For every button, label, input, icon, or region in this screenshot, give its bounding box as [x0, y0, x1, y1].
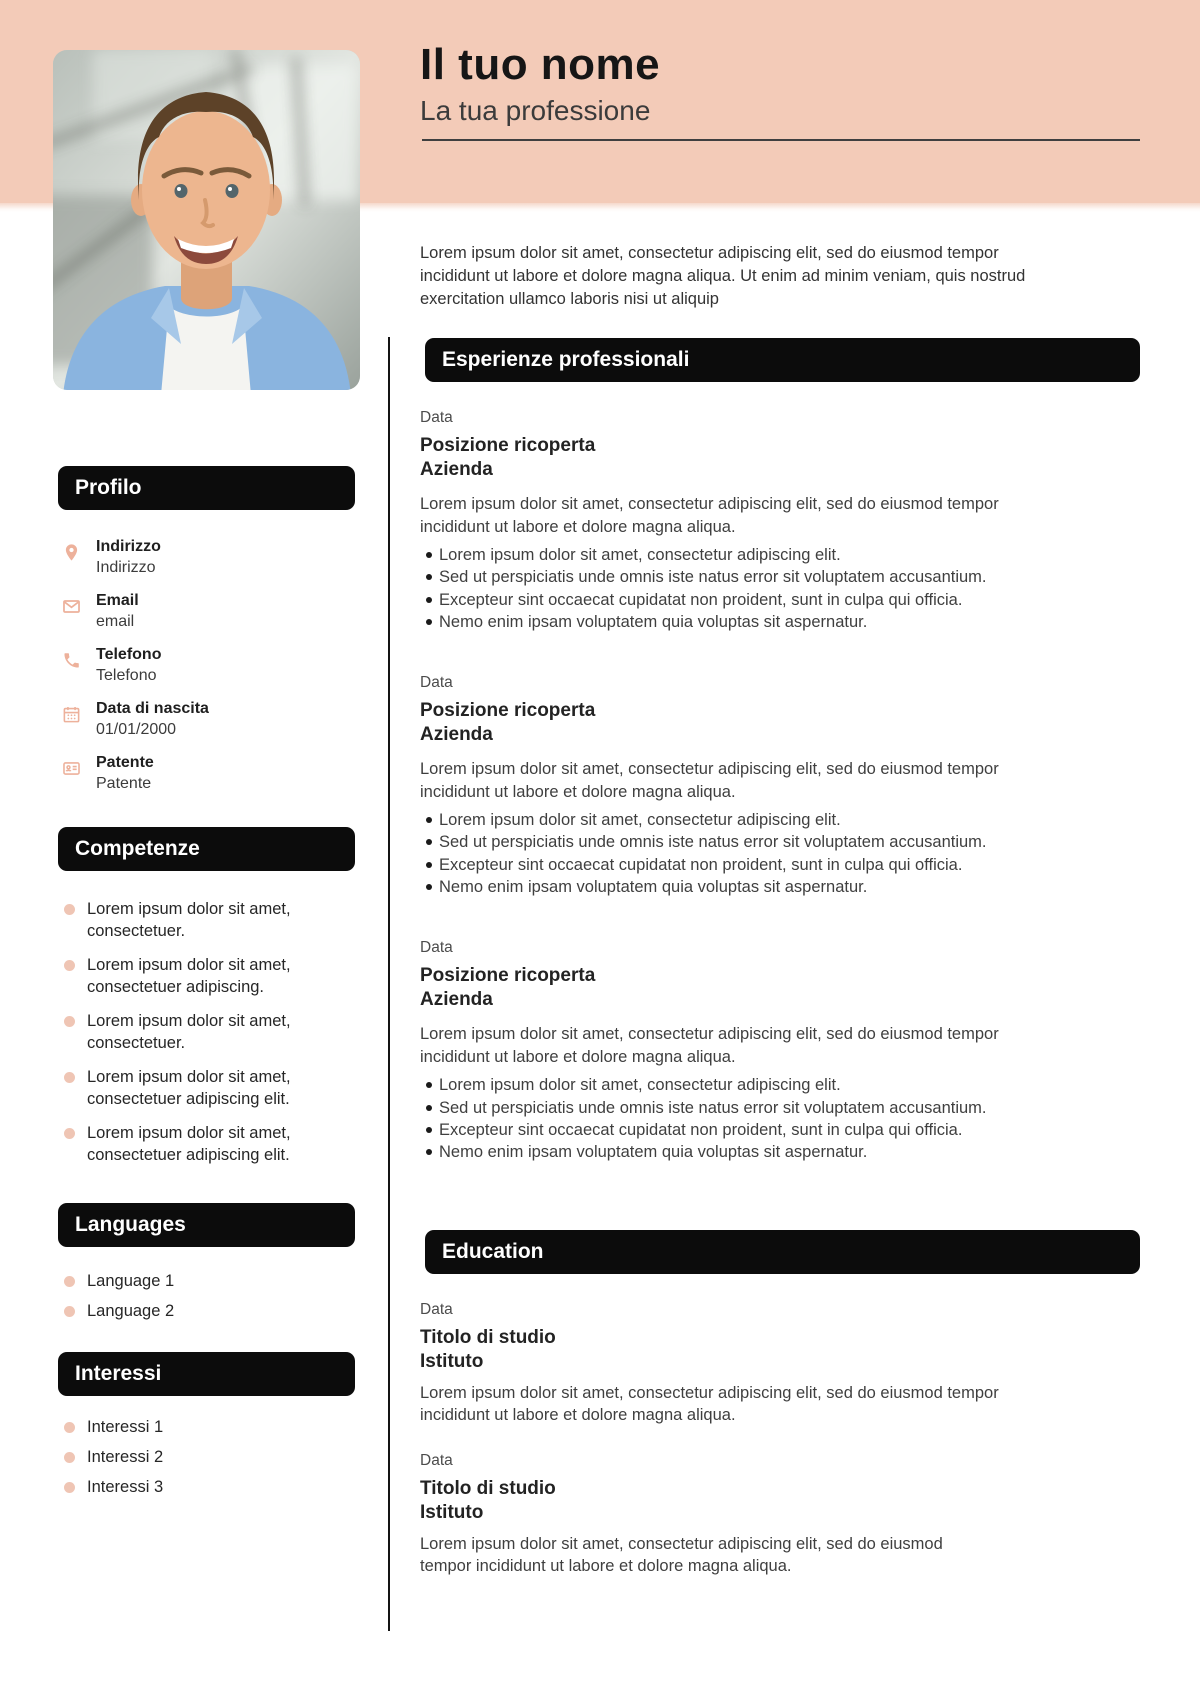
skills-section	[58, 827, 355, 1166]
interests-section-header: Interessi	[58, 1352, 355, 1396]
entry-description	[420, 1382, 1142, 1427]
bullet-item: Excepteur sint occaecat cupidatat non proident, sunt in culpa qui officia.	[420, 589, 1142, 611]
profile-item-label: Email	[96, 592, 139, 609]
interest-item: Interessi 3	[58, 1477, 337, 1498]
description-line: Lorem ipsum dolor sit amet, consectetur adipiscing elit, sed do eiusmod tempor	[420, 1025, 999, 1044]
description-line: tempor incididunt ut labore et dolore magna aliqua.	[420, 1557, 792, 1576]
languages-section	[58, 1203, 355, 1322]
education-entries	[420, 1300, 1142, 1578]
entry-date-label: Data	[420, 674, 453, 692]
profile-item-label: Telefono	[96, 646, 162, 663]
id-card-icon	[62, 759, 81, 778]
entry-institution: Istituto	[420, 1501, 484, 1523]
interest-item: Interessi 2	[58, 1447, 337, 1468]
entry-company: Azienda	[420, 989, 493, 1011]
profile-item-text	[96, 536, 161, 578]
description-line: Lorem ipsum dolor sit amet, consectetur adipiscing elit, sed do eiusmod tempor	[420, 760, 999, 779]
entry-date-label: Data	[420, 1451, 453, 1469]
experience-entry	[420, 938, 1142, 1163]
profile-photo-illustration	[53, 50, 360, 390]
entry-degree: Titolo di studio	[420, 1326, 556, 1348]
languages-section-header: Languages	[58, 1203, 355, 1247]
skills-list	[58, 899, 355, 1166]
bullet-dot-icon	[64, 1422, 75, 1433]
skill-item: Lorem ipsum dolor sit amet, consectetuer.	[58, 1011, 337, 1054]
languages-list	[58, 1271, 355, 1322]
bullet-item: Lorem ipsum dolor sit amet, consectetur adipiscing elit.	[420, 1074, 1142, 1096]
entry-bullets	[420, 1074, 1142, 1163]
bullet-item: Sed ut perspiciatis unde omnis iste natus error sit voluptatem accusantium.	[420, 1097, 1142, 1119]
intro-line: incididunt ut labore et dolore magna aliqua. Ut enim ad minim veniam, quis nostrud	[420, 267, 1026, 285]
language-item: Language 2	[58, 1301, 337, 1322]
experience-section	[420, 338, 1142, 1164]
bullet-dot-icon	[64, 1276, 75, 1287]
skill-item: Lorem ipsum dolor sit amet, consectetuer adipiscing elit.	[58, 1067, 337, 1110]
main-column	[420, 40, 1142, 1602]
profile-item-value: 01/01/2000	[96, 721, 177, 738]
intro-line: exercitation ullamco laboris nisi ut aliquip	[420, 290, 719, 308]
experience-entries	[420, 408, 1142, 1164]
phone-icon	[62, 651, 81, 670]
profile-item-text	[96, 698, 209, 740]
education-entry	[420, 1300, 1142, 1427]
education-entry	[420, 1451, 1142, 1578]
entry-bullets	[420, 809, 1142, 898]
profile-item-value: Indirizzo	[96, 559, 156, 576]
skill-item: Lorem ipsum dolor sit amet, consectetuer adipiscing elit.	[58, 1123, 337, 1166]
description-line: incididunt ut labore et dolore magna aliqua.	[420, 782, 736, 801]
bullet-item: Sed ut perspiciatis unde omnis iste natus error sit voluptatem accusantium.	[420, 831, 1142, 853]
profile-item-text	[96, 590, 139, 632]
skills-section-header: Competenze	[58, 827, 355, 871]
entry-description	[420, 493, 1142, 538]
entry-degree: Titolo di studio	[420, 1477, 556, 1499]
profile-item-value: Telefono	[96, 667, 157, 684]
entry-description	[420, 1533, 1142, 1578]
bullet-item: Excepteur sint occaecat cupidatat non proident, sunt in culpa qui officia.	[420, 1119, 1142, 1141]
description-line: incididunt ut labore et dolore magna aliqua.	[420, 1047, 736, 1066]
experience-entry	[420, 408, 1142, 633]
profile-item-label: Patente	[96, 754, 154, 771]
entry-company: Azienda	[420, 459, 493, 480]
bullet-dot-icon	[64, 1482, 75, 1493]
profile-item-value: Patente	[96, 775, 152, 792]
entry-institution: Istituto	[420, 1350, 484, 1372]
language-item: Language 1	[58, 1271, 337, 1292]
profile-item	[58, 752, 355, 794]
profile-section-header: Profilo	[58, 466, 355, 510]
experience-entry	[420, 673, 1142, 898]
bullet-item: Lorem ipsum dolor sit amet, consectetur adipiscing elit.	[420, 809, 1142, 831]
profile-item-text	[96, 644, 161, 686]
bullet-item: Sed ut perspiciatis unde omnis iste natus error sit voluptatem accusantium.	[420, 566, 1142, 588]
bullet-dot-icon	[64, 960, 75, 971]
entry-bullets	[420, 544, 1142, 633]
bullet-dot-icon	[64, 1072, 75, 1083]
intro-line: Lorem ipsum dolor sit amet, consectetur adipiscing elit, sed do eiusmod tempor	[420, 244, 999, 262]
profile-item	[58, 698, 355, 740]
education-section	[420, 1230, 1142, 1578]
bullet-dot-icon	[64, 904, 75, 915]
sidebar	[58, 466, 355, 1507]
profile-item	[58, 536, 355, 578]
bullet-dot-icon	[64, 1016, 75, 1027]
bullet-dot-icon	[64, 1452, 75, 1463]
intro-paragraph	[420, 242, 1142, 311]
bullet-item: Lorem ipsum dolor sit amet, consectetur adipiscing elit.	[420, 544, 1142, 566]
interest-item: Interessi 1	[58, 1417, 337, 1438]
description-line: Lorem ipsum dolor sit amet, consectetur adipiscing elit, sed do eiusmod tempor	[420, 1383, 999, 1402]
description-line: Lorem ipsum dolor sit amet, consectetur adipiscing elit, sed do eiusmod	[420, 1534, 943, 1553]
header-divider	[422, 139, 1140, 141]
description-line: Lorem ipsum dolor sit amet, consectetur adipiscing elit, sed do eiusmod tempor	[420, 495, 999, 513]
profile-item-label: Indirizzo	[96, 538, 161, 555]
entry-company: Azienda	[420, 724, 493, 746]
profession-subtitle: La tua professione	[420, 95, 651, 126]
entry-position: Posizione ricoperta	[420, 435, 596, 456]
entry-date-label: Data	[420, 1300, 453, 1318]
experience-section-header: Esperienze professionali	[425, 338, 1140, 382]
profile-items	[58, 536, 355, 794]
profile-photo	[53, 50, 360, 390]
profile-section	[58, 466, 355, 794]
profile-item-value: email	[96, 613, 135, 630]
skill-item: Lorem ipsum dolor sit amet, consectetuer.	[58, 899, 337, 942]
profile-item	[58, 590, 355, 632]
column-divider	[388, 337, 390, 1631]
entry-description	[420, 758, 1142, 803]
description-line: incididunt ut labore et dolore magna aliqua.	[420, 1406, 736, 1425]
entry-description	[420, 1023, 1142, 1068]
entry-date-label: Data	[420, 409, 453, 426]
entry-position: Posizione ricoperta	[420, 965, 596, 987]
bullet-dot-icon	[64, 1306, 75, 1317]
profile-item-label: Data di nascita	[96, 700, 209, 717]
profile-item-text	[96, 752, 154, 794]
calendar-icon	[62, 705, 81, 724]
education-section-header: Education	[425, 1230, 1140, 1274]
entry-position: Posizione ricoperta	[420, 700, 596, 722]
bullet-dot-icon	[64, 1128, 75, 1139]
bullet-item: Nemo enim ipsam voluptatem quia voluptas sit aspernatur.	[420, 611, 1142, 633]
bullet-item: Excepteur sint occaecat cupidatat non proident, sunt in culpa qui officia.	[420, 854, 1142, 876]
skill-item: Lorem ipsum dolor sit amet, consectetuer adipiscing.	[58, 955, 337, 998]
bullet-item: Nemo enim ipsam voluptatem quia voluptas sit aspernatur.	[420, 876, 1142, 898]
interests-list	[58, 1417, 355, 1498]
bullet-item: Nemo enim ipsam voluptatem quia voluptas sit aspernatur.	[420, 1141, 1142, 1163]
page-title: Il tuo nome	[420, 40, 661, 89]
envelope-icon	[62, 597, 81, 616]
description-line: incididunt ut labore et dolore magna aliqua.	[420, 517, 736, 536]
location-pin-icon	[62, 543, 81, 562]
entry-date-label: Data	[420, 939, 453, 957]
profile-item	[58, 644, 355, 686]
interests-section	[58, 1352, 355, 1498]
